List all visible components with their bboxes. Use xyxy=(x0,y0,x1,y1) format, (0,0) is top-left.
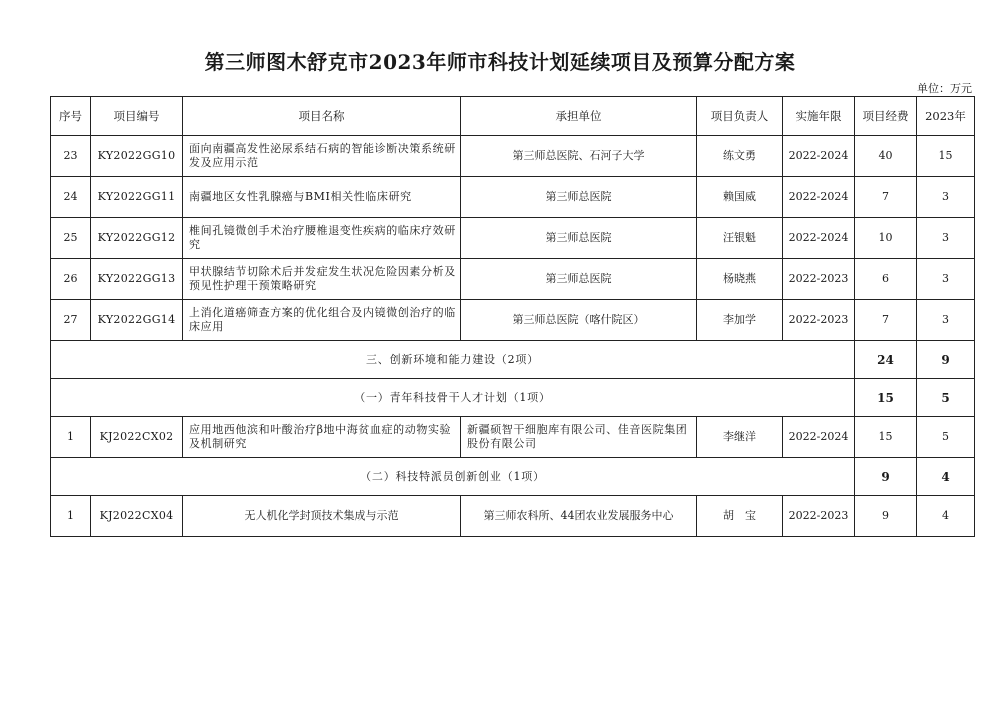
row-2023: 15 xyxy=(917,136,975,177)
row-2023: 5 xyxy=(917,417,975,458)
table-row xyxy=(51,300,975,341)
section-2023: 4 xyxy=(917,458,975,496)
row-org: 第三师农科所、44团农业发展服务中心 xyxy=(461,496,697,537)
row-no: 26 xyxy=(51,259,91,300)
section-label: （二）科技特派员创新创业（1项） xyxy=(51,458,855,496)
section-funding: 9 xyxy=(855,458,917,496)
row-2023: 3 xyxy=(917,300,975,341)
row-code: KY2022GG11 xyxy=(91,177,183,218)
row-funding: 7 xyxy=(855,177,917,218)
row-name: 甲状腺结节切除术后并发症发生状况危险因素分析及预见性护理干预策略研究 xyxy=(183,259,461,300)
row-org: 新疆硕智干细胞库有限公司、佳音医院集团股份有限公司 xyxy=(461,417,697,458)
row-lead: 赖国威 xyxy=(697,177,783,218)
row-period: 2022-2024 xyxy=(783,417,855,458)
row-name: 南疆地区女性乳腺癌与BMI相关性临床研究 xyxy=(183,177,461,218)
row-no: 1 xyxy=(51,417,91,458)
row-funding: 9 xyxy=(855,496,917,537)
row-2023: 3 xyxy=(917,218,975,259)
row-name: 面向南疆高发性泌尿系结石病的智能诊断决策系统研发及应用示范 xyxy=(183,136,461,177)
row-code: KJ2022CX04 xyxy=(91,496,183,537)
header-no: 序号 xyxy=(51,97,91,136)
row-funding: 6 xyxy=(855,259,917,300)
section-2023: 5 xyxy=(917,379,975,417)
section-row-main xyxy=(51,341,975,379)
row-lead: 汪银魁 xyxy=(697,218,783,259)
row-org: 第三师总医院（喀什院区） xyxy=(461,300,697,341)
header-lead: 项目负责人 xyxy=(697,97,783,136)
row-no: 27 xyxy=(51,300,91,341)
row-code: KY2022GG14 xyxy=(91,300,183,341)
budget-table xyxy=(50,96,975,537)
table-row xyxy=(51,218,975,259)
table-header-row xyxy=(51,97,975,136)
section-label: 三、创新环境和能力建设（2项） xyxy=(51,341,855,379)
row-2023: 4 xyxy=(917,496,975,537)
unit-label: 单位：万元 xyxy=(917,82,972,95)
row-period: 2022-2024 xyxy=(783,177,855,218)
row-lead: 胡 宝 xyxy=(697,496,783,537)
row-org: 第三师总医院 xyxy=(461,259,697,300)
table-row xyxy=(51,136,975,177)
row-period: 2022-2023 xyxy=(783,259,855,300)
row-name: 应用地西他滨和叶酸治疗β地中海贫血症的动物实验及机制研究 xyxy=(183,417,461,458)
header-name: 项目名称 xyxy=(183,97,461,136)
page-title: 第三师图木舒克市2023年师市科技计划延续项目及预算分配方案 xyxy=(204,50,796,74)
row-name: 上消化道癌筛查方案的优化组合及内镜微创治疗的临床应用 xyxy=(183,300,461,341)
row-no: 1 xyxy=(51,496,91,537)
row-period: 2022-2024 xyxy=(783,218,855,259)
section-row-specialist xyxy=(51,458,975,496)
header-funding: 项目经费 xyxy=(855,97,917,136)
row-code: KY2022GG13 xyxy=(91,259,183,300)
row-name: 椎间孔镜微创手术治疗腰椎退变性疾病的临床疗效研究 xyxy=(183,218,461,259)
row-2023: 3 xyxy=(917,177,975,218)
section-funding: 15 xyxy=(855,379,917,417)
row-2023: 3 xyxy=(917,259,975,300)
section-row-youth xyxy=(51,379,975,417)
row-funding: 15 xyxy=(855,417,917,458)
row-no: 23 xyxy=(51,136,91,177)
section-2023: 9 xyxy=(917,341,975,379)
header-2023: 2023年 xyxy=(917,97,975,136)
header-org: 承担单位 xyxy=(461,97,697,136)
table-row xyxy=(51,496,975,537)
row-funding: 40 xyxy=(855,136,917,177)
header-code: 项目编号 xyxy=(91,97,183,136)
row-code: KJ2022CX02 xyxy=(91,417,183,458)
table-row xyxy=(51,177,975,218)
table-row xyxy=(51,259,975,300)
row-org: 第三师总医院 xyxy=(461,218,697,259)
row-period: 2022-2024 xyxy=(783,136,855,177)
row-funding: 7 xyxy=(855,300,917,341)
section-label: （一）青年科技骨干人才计划（1项） xyxy=(51,379,855,417)
row-funding: 10 xyxy=(855,218,917,259)
row-lead: 李继洋 xyxy=(697,417,783,458)
row-code: KY2022GG12 xyxy=(91,218,183,259)
row-name: 无人机化学封顶技术集成与示范 xyxy=(183,496,461,537)
row-org: 第三师总医院 xyxy=(461,177,697,218)
section-funding: 24 xyxy=(855,341,917,379)
row-period: 2022-2023 xyxy=(783,300,855,341)
header-period: 实施年限 xyxy=(783,97,855,136)
row-org: 第三师总医院、石河子大学 xyxy=(461,136,697,177)
row-lead: 李加学 xyxy=(697,300,783,341)
row-code: KY2022GG10 xyxy=(91,136,183,177)
table-row xyxy=(51,417,975,458)
row-lead: 练文勇 xyxy=(697,136,783,177)
row-no: 25 xyxy=(51,218,91,259)
row-no: 24 xyxy=(51,177,91,218)
row-period: 2022-2023 xyxy=(783,496,855,537)
row-lead: 杨晓燕 xyxy=(697,259,783,300)
